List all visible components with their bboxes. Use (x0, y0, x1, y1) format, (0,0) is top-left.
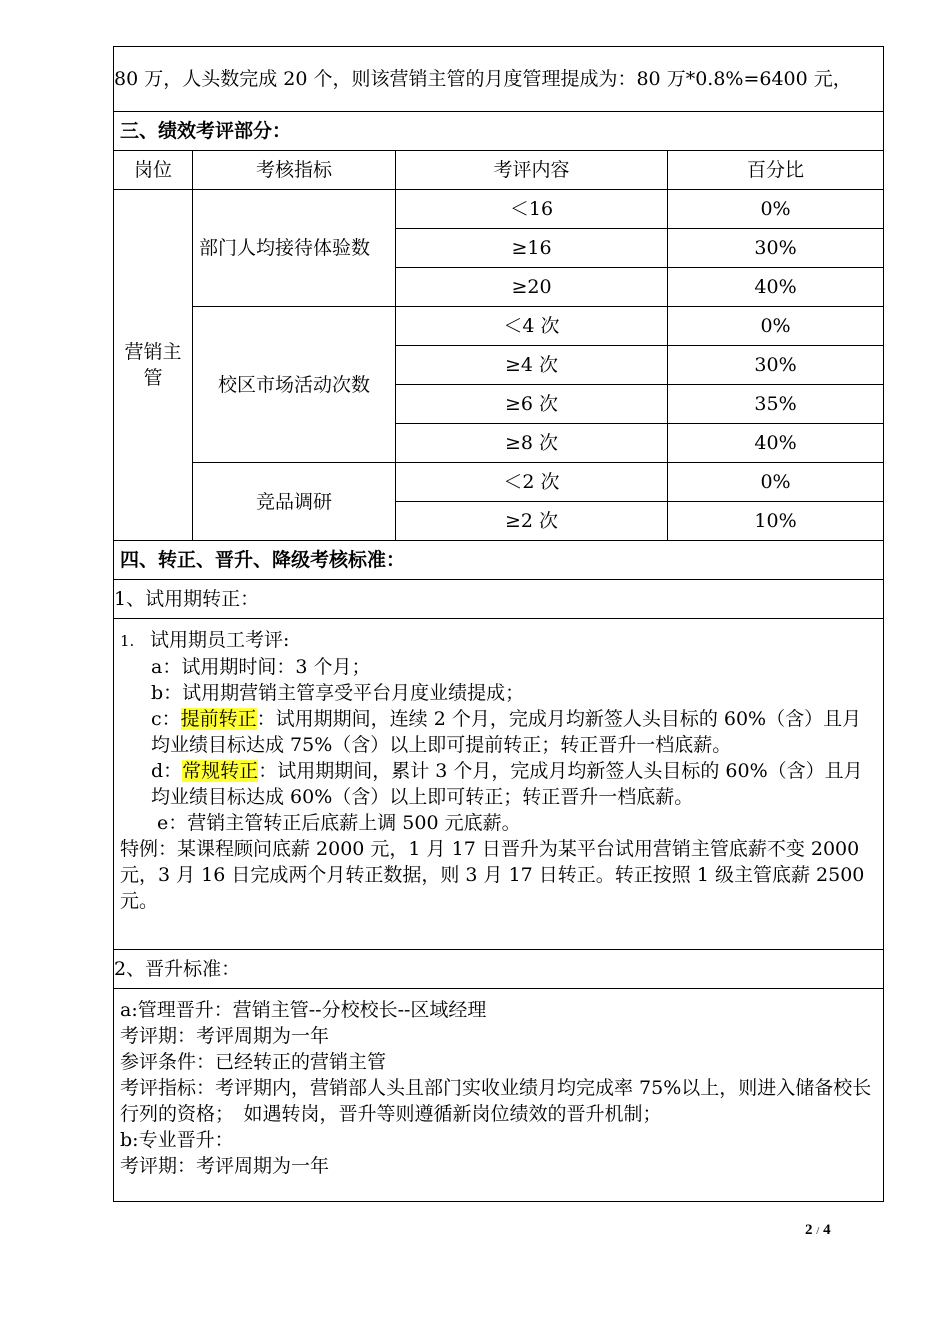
percent-cell: 30% (668, 346, 884, 385)
promotion-block (114, 989, 884, 1202)
section-4-title: 四、转正、晋升、降级考核标准： (114, 541, 884, 580)
probation-block (114, 619, 884, 950)
content-cell: ≥6 次 (396, 385, 668, 424)
percent-cell: 0% (668, 190, 884, 229)
page-number (805, 1222, 831, 1239)
page-current: 2 (805, 1222, 813, 1238)
main-table (113, 46, 884, 1202)
indicator-cell: 竞品调研 (193, 463, 396, 541)
table-row (114, 307, 884, 346)
probation-item-d (120, 758, 877, 810)
percent-cell: 30% (668, 229, 884, 268)
header-indicator: 考核指标 (193, 151, 396, 190)
percent-cell: 40% (668, 424, 884, 463)
percent-cell: 10% (668, 502, 884, 541)
content-cell: ≥8 次 (396, 424, 668, 463)
table-row (114, 190, 884, 229)
indicator-cell: 部门人均接待体验数 (193, 190, 396, 307)
probation-item-e: e：营销主管转正后底薪上调 500 元底薪。 (157, 812, 521, 834)
content-cell: ≥20 (396, 268, 668, 307)
table-header-row (114, 151, 884, 190)
subsection-probation-title: 1、试用期转正： (114, 580, 884, 619)
list-number: 1. (120, 632, 135, 650)
content-cell: ＜4 次 (396, 307, 668, 346)
content-cell: ≥2 次 (396, 502, 668, 541)
probation-item-c (120, 706, 877, 758)
item-d-text: ：试用期期间，累计 3 个月，完成月均新签人头目标的 60%（含）且月均业绩目标达成 60%（含）以上即可转正；转正晋升一档底薪。 (151, 760, 863, 808)
top-text: 80 万，人头数完成 20 个，则该营销主管的月度管理提成为：80 万*0.8%=6400 元， (114, 47, 884, 112)
content-cell: ≥4 次 (396, 346, 668, 385)
page-total: 4 (823, 1222, 831, 1238)
item-c-text: ：试用期期间，连续 2 个月，完成月均新签人头目标的 60%（含）且月均业绩目标达成 75%（含）以上即可提前转正；转正晋升一档底薪。 (151, 708, 862, 756)
percent-cell: 40% (668, 268, 884, 307)
promotion-line: 考评期：考评周期为一年 (120, 1155, 330, 1177)
header-percent: 百分比 (668, 151, 884, 190)
indicator-cell: 校区市场活动次数 (193, 307, 396, 463)
document-page (113, 46, 883, 1202)
promotion-line: 参评条件：已经转正的营销主管 (120, 1051, 387, 1073)
section-3-title: 三、绩效考评部分： (114, 112, 884, 151)
header-content: 考评内容 (396, 151, 668, 190)
highlight-early-confirmation: 提前转正 (180, 708, 257, 730)
probation-example: 特例：某课程顾问底薪 2000 元，1 月 17 日晋升为某平台试用营销主管底薪不变 2000 元，3 月 16 日完成两个月转正数据，则 3 月 17 日转正。转正按照 1 级主管底薪 2500 元。 (120, 838, 865, 912)
item-d-prefix: d： (151, 760, 183, 782)
percent-cell: 0% (668, 463, 884, 502)
header-position: 岗位 (114, 151, 193, 190)
probation-heading: 试用期员工考评: (150, 629, 290, 651)
table-row (114, 463, 884, 502)
percent-cell: 35% (668, 385, 884, 424)
probation-item-b: b：试用期营销主管享受平台月度业绩提成； (151, 682, 525, 704)
percent-cell: 0% (668, 307, 884, 346)
content-cell: ＜2 次 (396, 463, 668, 502)
position-cell: 营销主管 (114, 190, 193, 541)
page-separator: / (816, 1225, 820, 1237)
content-cell: ＜16 (396, 190, 668, 229)
promotion-line: a:管理晋升：营销主管--分校校长--区域经理 (120, 999, 487, 1021)
highlight-regular-confirmation: 常规转正 (182, 760, 259, 782)
item-c-prefix: c： (151, 708, 181, 730)
probation-item-a: a：试用期时间：3 个月； (151, 656, 371, 678)
promotion-line: b:专业晋升： (120, 1129, 234, 1151)
content-cell: ≥16 (396, 229, 668, 268)
promotion-line: 考评期：考评周期为一年 (120, 1025, 330, 1047)
subsection-promotion-title: 2、晋升标准： (114, 950, 884, 989)
promotion-line: 考评指标：考评期内，营销部人头且部门实收业绩月均完成率 75%以上，则进入储备校长行列的资格； 如遇转岗，晋升等则遵循新岗位绩效的晋升机制； (120, 1077, 872, 1125)
